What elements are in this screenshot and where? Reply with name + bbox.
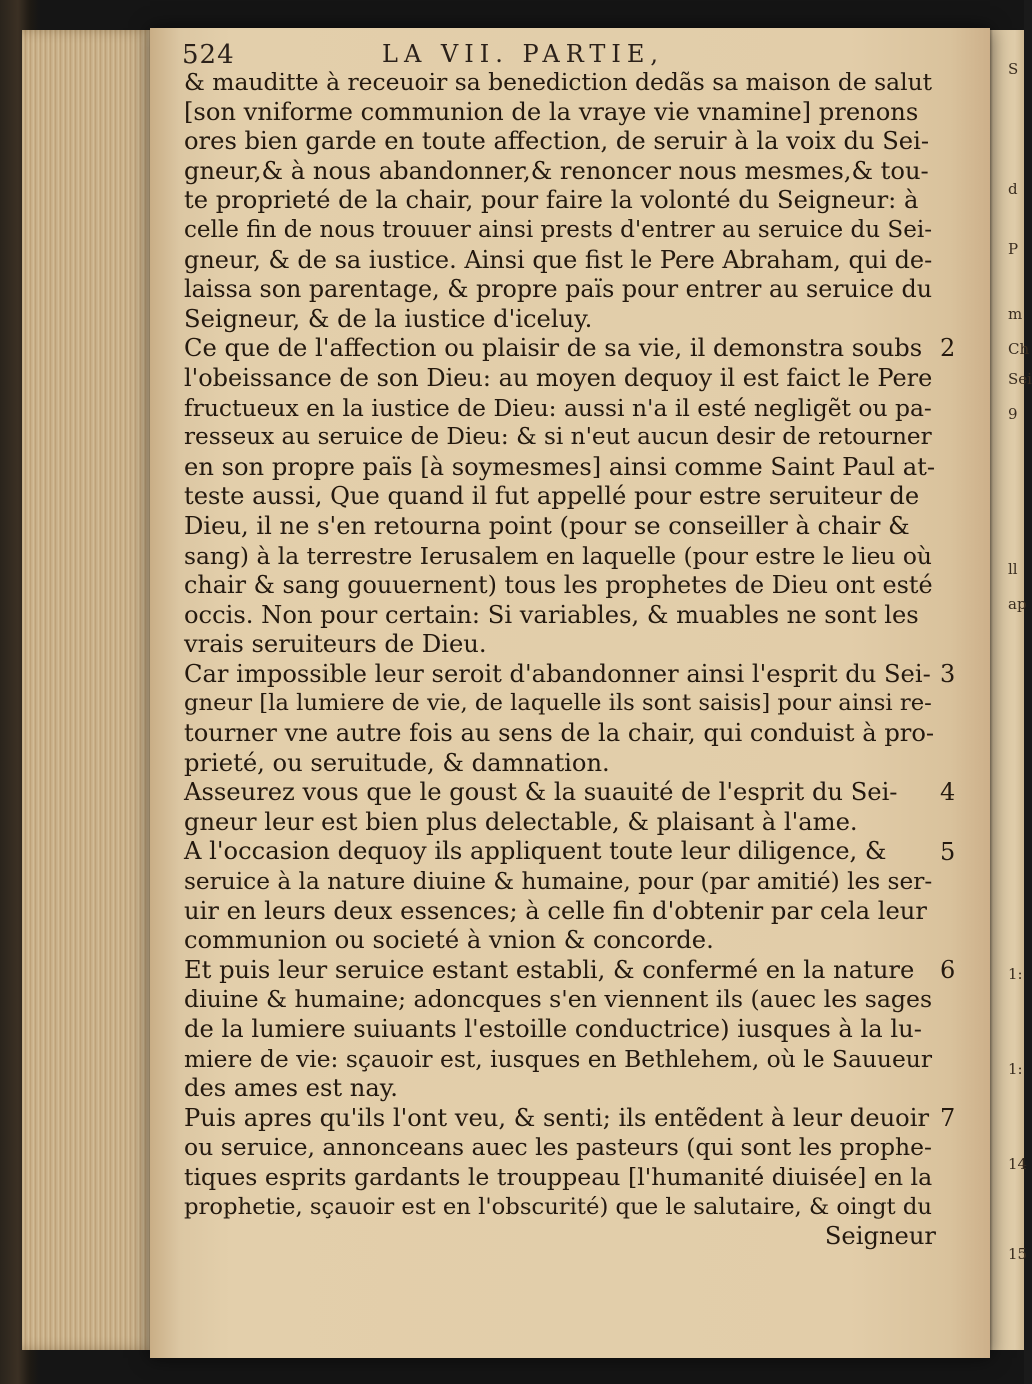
- verse-number: 3: [940, 660, 956, 688]
- text-line: gneur,& à nous abandonner,& renoncer nous mesmes,& tou-: [184, 156, 929, 185]
- facing-fragment: Ch: [1008, 340, 1030, 358]
- facing-fragment: 1:: [1008, 1060, 1023, 1078]
- text-line: gneur [la lumiere de vie, de laquelle ils sont saisis] pour ainsi re-: [184, 690, 932, 717]
- facing-fragment: Sei: [1008, 370, 1032, 388]
- text-line: tiques esprits gardants le trouppeau [l'humanité diuisée] en la: [184, 1162, 933, 1191]
- facing-fragment: ll: [1008, 560, 1018, 578]
- text-line: seruice à la nature diuine & humaine, pour (par amitié) les ser-: [184, 868, 933, 896]
- facing-fragment: P: [1008, 240, 1019, 258]
- text-line: Asseurez vous que le goust & la suauité de l'esprit du Sei-: [184, 778, 898, 807]
- text-line: resseux au seruice de Dieu: & si n'eut aucun desir de retourner: [184, 424, 932, 451]
- facing-page-fragments: [1004, 60, 1032, 1360]
- facing-fragment: S: [1008, 60, 1019, 78]
- text-line: uir en leurs deux essences; à celle fin d'obtenir par cela leur: [184, 896, 927, 925]
- body-text: [184, 68, 936, 1252]
- text-line: Car impossible leur seroit d'abandonner ainsi l'esprit du Sei-: [184, 659, 931, 688]
- facing-fragment: d: [1008, 180, 1018, 198]
- text-line: prophetie, sçauoir est en l'obscurité) que le salutaire, & oingt du: [184, 1193, 932, 1220]
- text-line: en son propre païs [à soymesmes] ainsi comme Saint Paul at-: [184, 452, 936, 481]
- text-line: miere de vie: sçauoir est, iusques en Bethlehem, où le Sauueur: [184, 1044, 932, 1073]
- facing-fragment: 14: [1008, 1155, 1028, 1173]
- text-line: diuine & humaine; adoncques s'en viennent ils (auec les sages: [184, 985, 933, 1014]
- facing-fragment: m: [1008, 305, 1023, 323]
- facing-fragment: 15: [1008, 1245, 1028, 1263]
- text-line: Puis apres qu'ils l'ont veu, & senti; ils entẽdent à leur deuoir: [184, 1103, 930, 1132]
- text-line: celle fin de nous trouuer ainsi prests d'entrer au seruice du Sei-: [184, 216, 932, 243]
- text-line: Dieu, il ne s'en retourna point (pour se conseiller à chair &: [184, 511, 910, 540]
- facing-fragment: 9: [1008, 405, 1018, 423]
- text-line: fructueux en la iustice de Dieu: aussi n'a il esté negligẽt ou pa-: [184, 393, 932, 422]
- text-line: Seigneur, & de la iustice d'iceluy.: [184, 304, 593, 333]
- text-line: de la lumiere suiuants l'estoille conductrice) iusques à la lu-: [184, 1015, 922, 1043]
- verse-number: 6: [940, 956, 956, 984]
- text-line: chair & sang gouuernent) tous les prophetes de Dieu ont esté: [184, 571, 933, 600]
- facing-fragment: 1:: [1008, 965, 1023, 983]
- verse-number: 5: [940, 837, 956, 866]
- text-line: occis. Non pour certain: Si variables, & muables ne sont les: [184, 600, 919, 629]
- text-line: gneur, & de sa iustice. Ainsi que fist le Pere Abraham, qui de-: [184, 245, 933, 274]
- text-line: prieté, ou seruitude, & damnation.: [184, 748, 610, 777]
- text-line: tourner vne autre fois au sens de la chair, qui conduist à pro-: [184, 719, 935, 748]
- text-line: sang) à la terrestre Ierusalem en laquelle (pour estre le lieu où: [184, 541, 932, 570]
- running-head: LA VII. PARTIE,: [382, 40, 665, 68]
- text-line: communion ou societé à vnion & concorde.: [184, 926, 714, 955]
- text-line: teste aussi, Que quand il fut appellé pour estre seruiteur de: [184, 482, 920, 511]
- text-line: laissa son parentage, & propre païs pour entrer au seruice du: [184, 275, 933, 304]
- verse-number: 2: [940, 334, 956, 363]
- text-line: ou seruice, annonceans auec les pasteurs (qui sont les prophe-: [184, 1133, 932, 1162]
- page-number: 524: [182, 40, 235, 70]
- catchword: Seigneur: [824, 1222, 936, 1251]
- text-line: te proprieté de la chair, pour faire la volonté du Seigneur: à: [184, 186, 919, 215]
- verse-number: 7: [940, 1104, 956, 1132]
- text-line: A l'occasion dequoy ils appliquent toute leur diligence, &: [184, 837, 887, 866]
- text-line: [son vniforme communion de la vraye vie vnamine] prenons: [184, 97, 919, 126]
- facing-fragment: ap: [1008, 595, 1027, 613]
- text-line: vrais seruiteurs de Dieu.: [184, 630, 487, 659]
- verse-number: 4: [940, 778, 956, 807]
- text-line: Ce que de l'affection ou plaisir de sa vie, il demonstra soubs: [184, 334, 923, 363]
- text-line: ores bien garde en toute affection, de seruir à la voix du Sei-: [184, 127, 930, 156]
- text-line: & mauditte à receuoir sa benediction dedãs sa maison de salut: [184, 68, 933, 96]
- text-line: Et puis leur seruice estant establi, & confermé en la nature: [184, 955, 915, 984]
- text-line: l'obeissance de son Dieu: au moyen dequoy il est faict le Pere: [184, 363, 933, 392]
- text-line: des ames est nay.: [184, 1074, 398, 1103]
- text-line: gneur leur est bien plus delectable, & plaisant à l'ame.: [184, 807, 858, 836]
